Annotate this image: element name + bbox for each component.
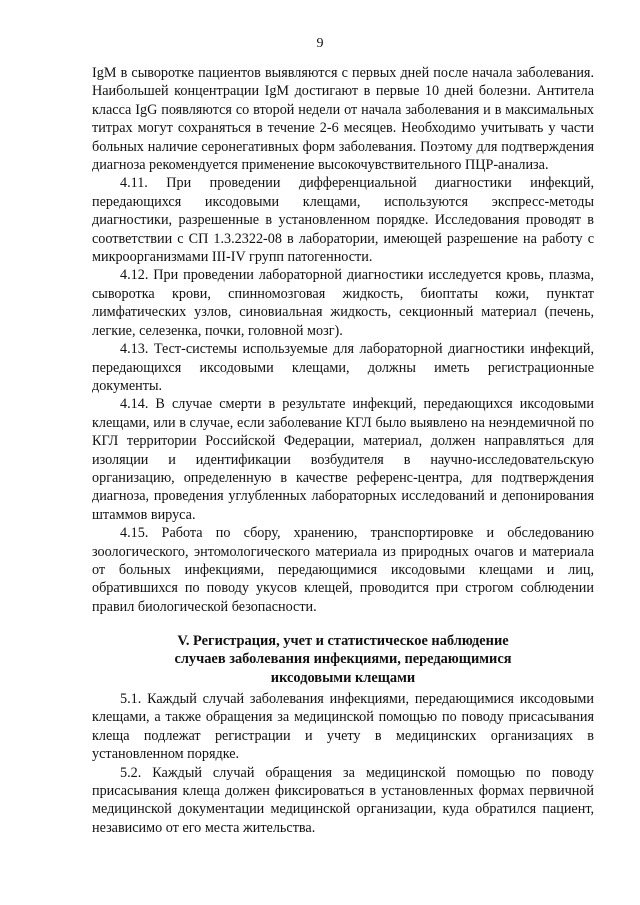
- section-heading: [92, 632, 594, 687]
- body-text-top: [92, 64, 594, 616]
- paragraph-4-13: 4.13. Тест-системы используемые для лабораторной диагностики инфекций, передающихся иксодовыми клещами, должны иметь регистрационные документы.: [92, 341, 594, 394]
- page-number: 9: [316, 36, 324, 51]
- paragraph-4-11: 4.11. При проведении дифференциальной диагностики инфекций, передающихся иксодовыми клещами, используются экспресс-методы диагностики, разрешенные в установленном порядке. Исследования проводят в соответствии с СП 1.3.2322-08 в лаборатории, имеющей разрешение на работу с микроорганизмами III-IV групп патогенности.: [92, 175, 594, 266]
- section-heading-line-1: V. Регистрация, учет и статистическое наблюдение: [177, 633, 509, 649]
- paragraph-4-15: 4.15. Работа по сбору, хранению, транспортировке и обследованию зоологического, энтомологического материала из природных очагов и материала от больных инфекциями, передающимися иксодовыми клещами и лиц, обратившихся по поводу укусов клещей, проводится при строгом соблюдении правил биологической безопасности.: [92, 525, 594, 615]
- paragraph-5-2: 5.2. Каждый случай обращения за медицинской помощью по поводу присасывания клеща должен фиксироваться в установленных формах первичной медицинской документации медицинской организации, куда обратился пациент, независимо от его места жительства.: [92, 764, 594, 836]
- paragraph-4-12: 4.12. При проведении лабораторной диагностики исследуется кровь, плазма, сыворотка крови, спинномозговая жидкость, биоптаты кожи, пунктат лимфатических узлов, синовиальная жидкость, секционный материал (печень, легкие, селезенка, почки, головной мозг).: [92, 267, 594, 339]
- paragraph-igm-continuation: IgM в сыворотке пациентов выявляются с первых дней после начала заболевания. Наибольшей концентрации IgM достигают в первые 10 дней болезни. Антитела класса IgG появляются со второй недели от начала заболевания и в максимальных титрах могут сохраняться в течение 2-6 месяцев. Необходимо учитывать у части больных наличие серонегативных форм заболевания. Поэтому для подтверждения диагноза рекомендуется применение высокочувствительного ПЦР-анализа.: [92, 65, 594, 174]
- paragraph-5-1: 5.1. Каждый случай заболевания инфекциями, передающимися иксодовыми клещами, а также обращения за медицинской помощью по поводу присасывания клеща подлежат регистрации и учету в медицинских организациях в установленном порядке.: [92, 691, 594, 763]
- paragraph-4-14: 4.14. В случае смерти в результате инфекций, передающихся иксодовыми клещами, или в случае, если заболевание КГЛ было выявлено на неэндемичной по КГЛ территории Российской Федерации, материал, должен направляться для изоляции и идентификации возбудителя в научно-исследовательскую организацию, определенную в качестве референс-центра, для подтверждения диагноза, проведения углубленных лабораторных исследований и депонирования штаммов вируса.: [92, 396, 594, 523]
- section-heading-line-2: случаев заболевания инфекциями, передающимися: [174, 651, 512, 668]
- section-heading-line-3: иксодовыми клещами: [270, 669, 416, 686]
- body-text-bottom: [92, 690, 594, 837]
